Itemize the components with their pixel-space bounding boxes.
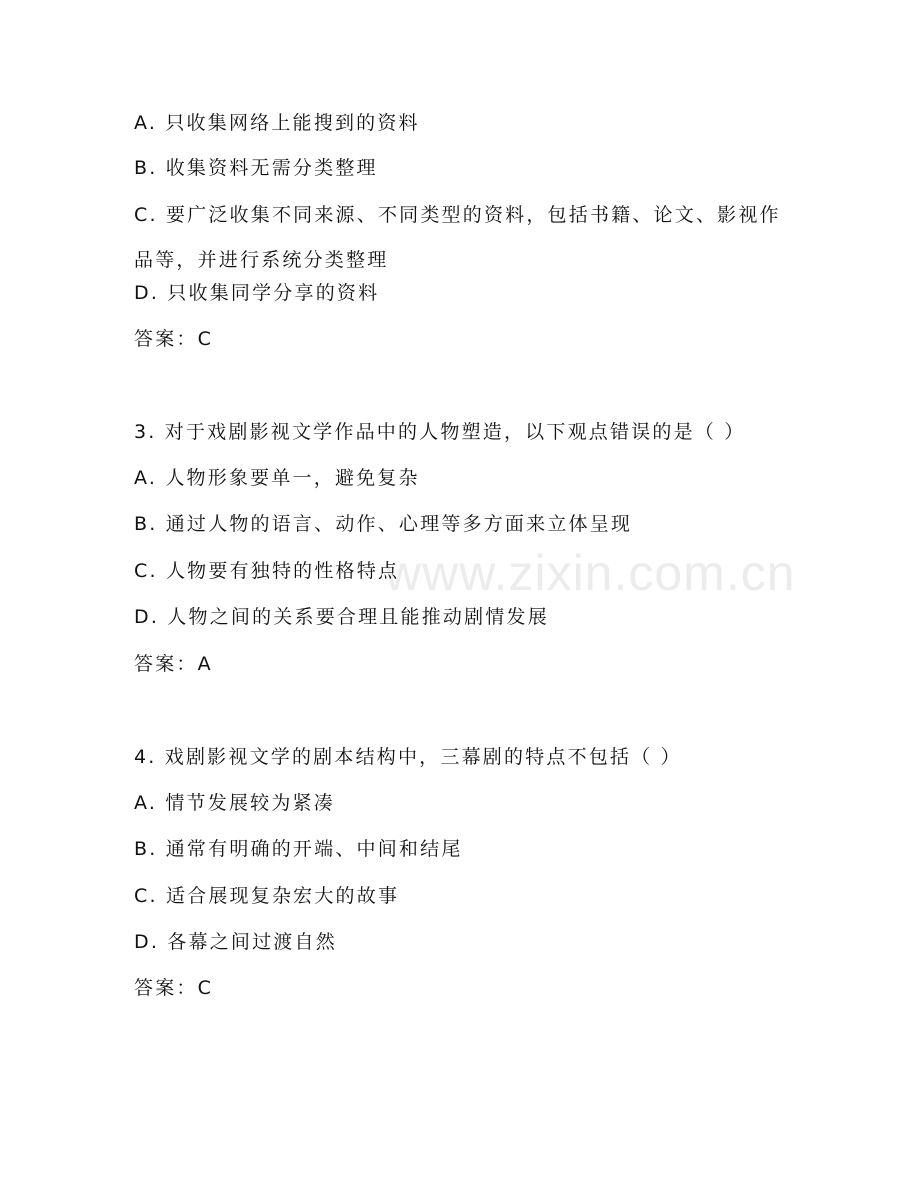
q4-answer: 答案：C [134, 977, 214, 999]
q4-option-c: C. 适合展现复杂宏大的故事 [134, 885, 400, 907]
q4-option-b: B. 通常有明确的开端、中间和结尾 [134, 838, 463, 860]
q2-option-a: A. 只收集网络上能搜到的资料 [134, 112, 420, 134]
q2-option-b: B. 收集资料无需分类整理 [134, 157, 378, 179]
watermark: www.zixin.com.cn [385, 545, 796, 601]
q4-option-a: A. 情节发展较为紧凑 [134, 792, 335, 814]
q3-option-a: A. 人物形象要单一，避免复杂 [134, 467, 420, 489]
q3-option-b: B. 通过人物的语言、动作、心理等多方面来立体呈现 [134, 513, 633, 535]
q4-option-d: D. 各幕之间过渡自然 [134, 931, 337, 953]
q3-question: 3. 对于戏剧影视文学作品中的人物塑造，以下观点错误的是（ ） [134, 421, 746, 443]
q3-answer: 答案：A [134, 653, 213, 675]
q2-option-c: C. 要广泛收集不同来源、不同类型的资料，包括书籍、论文、影视作品等，并进行系统分类整理 [134, 204, 781, 271]
q3-option-c: C. 人物要有独特的性格特点 [134, 560, 400, 582]
q4-question: 4. 戏剧影视文学的剧本结构中，三幕剧的特点不包括（ ） [134, 746, 682, 768]
q2-answer: 答案：C [134, 328, 214, 350]
q3-option-d: D. 人物之间的关系要合理且能推动剧情发展 [134, 606, 549, 628]
q2-option-d: D. 只收集同学分享的资料 [134, 282, 380, 304]
